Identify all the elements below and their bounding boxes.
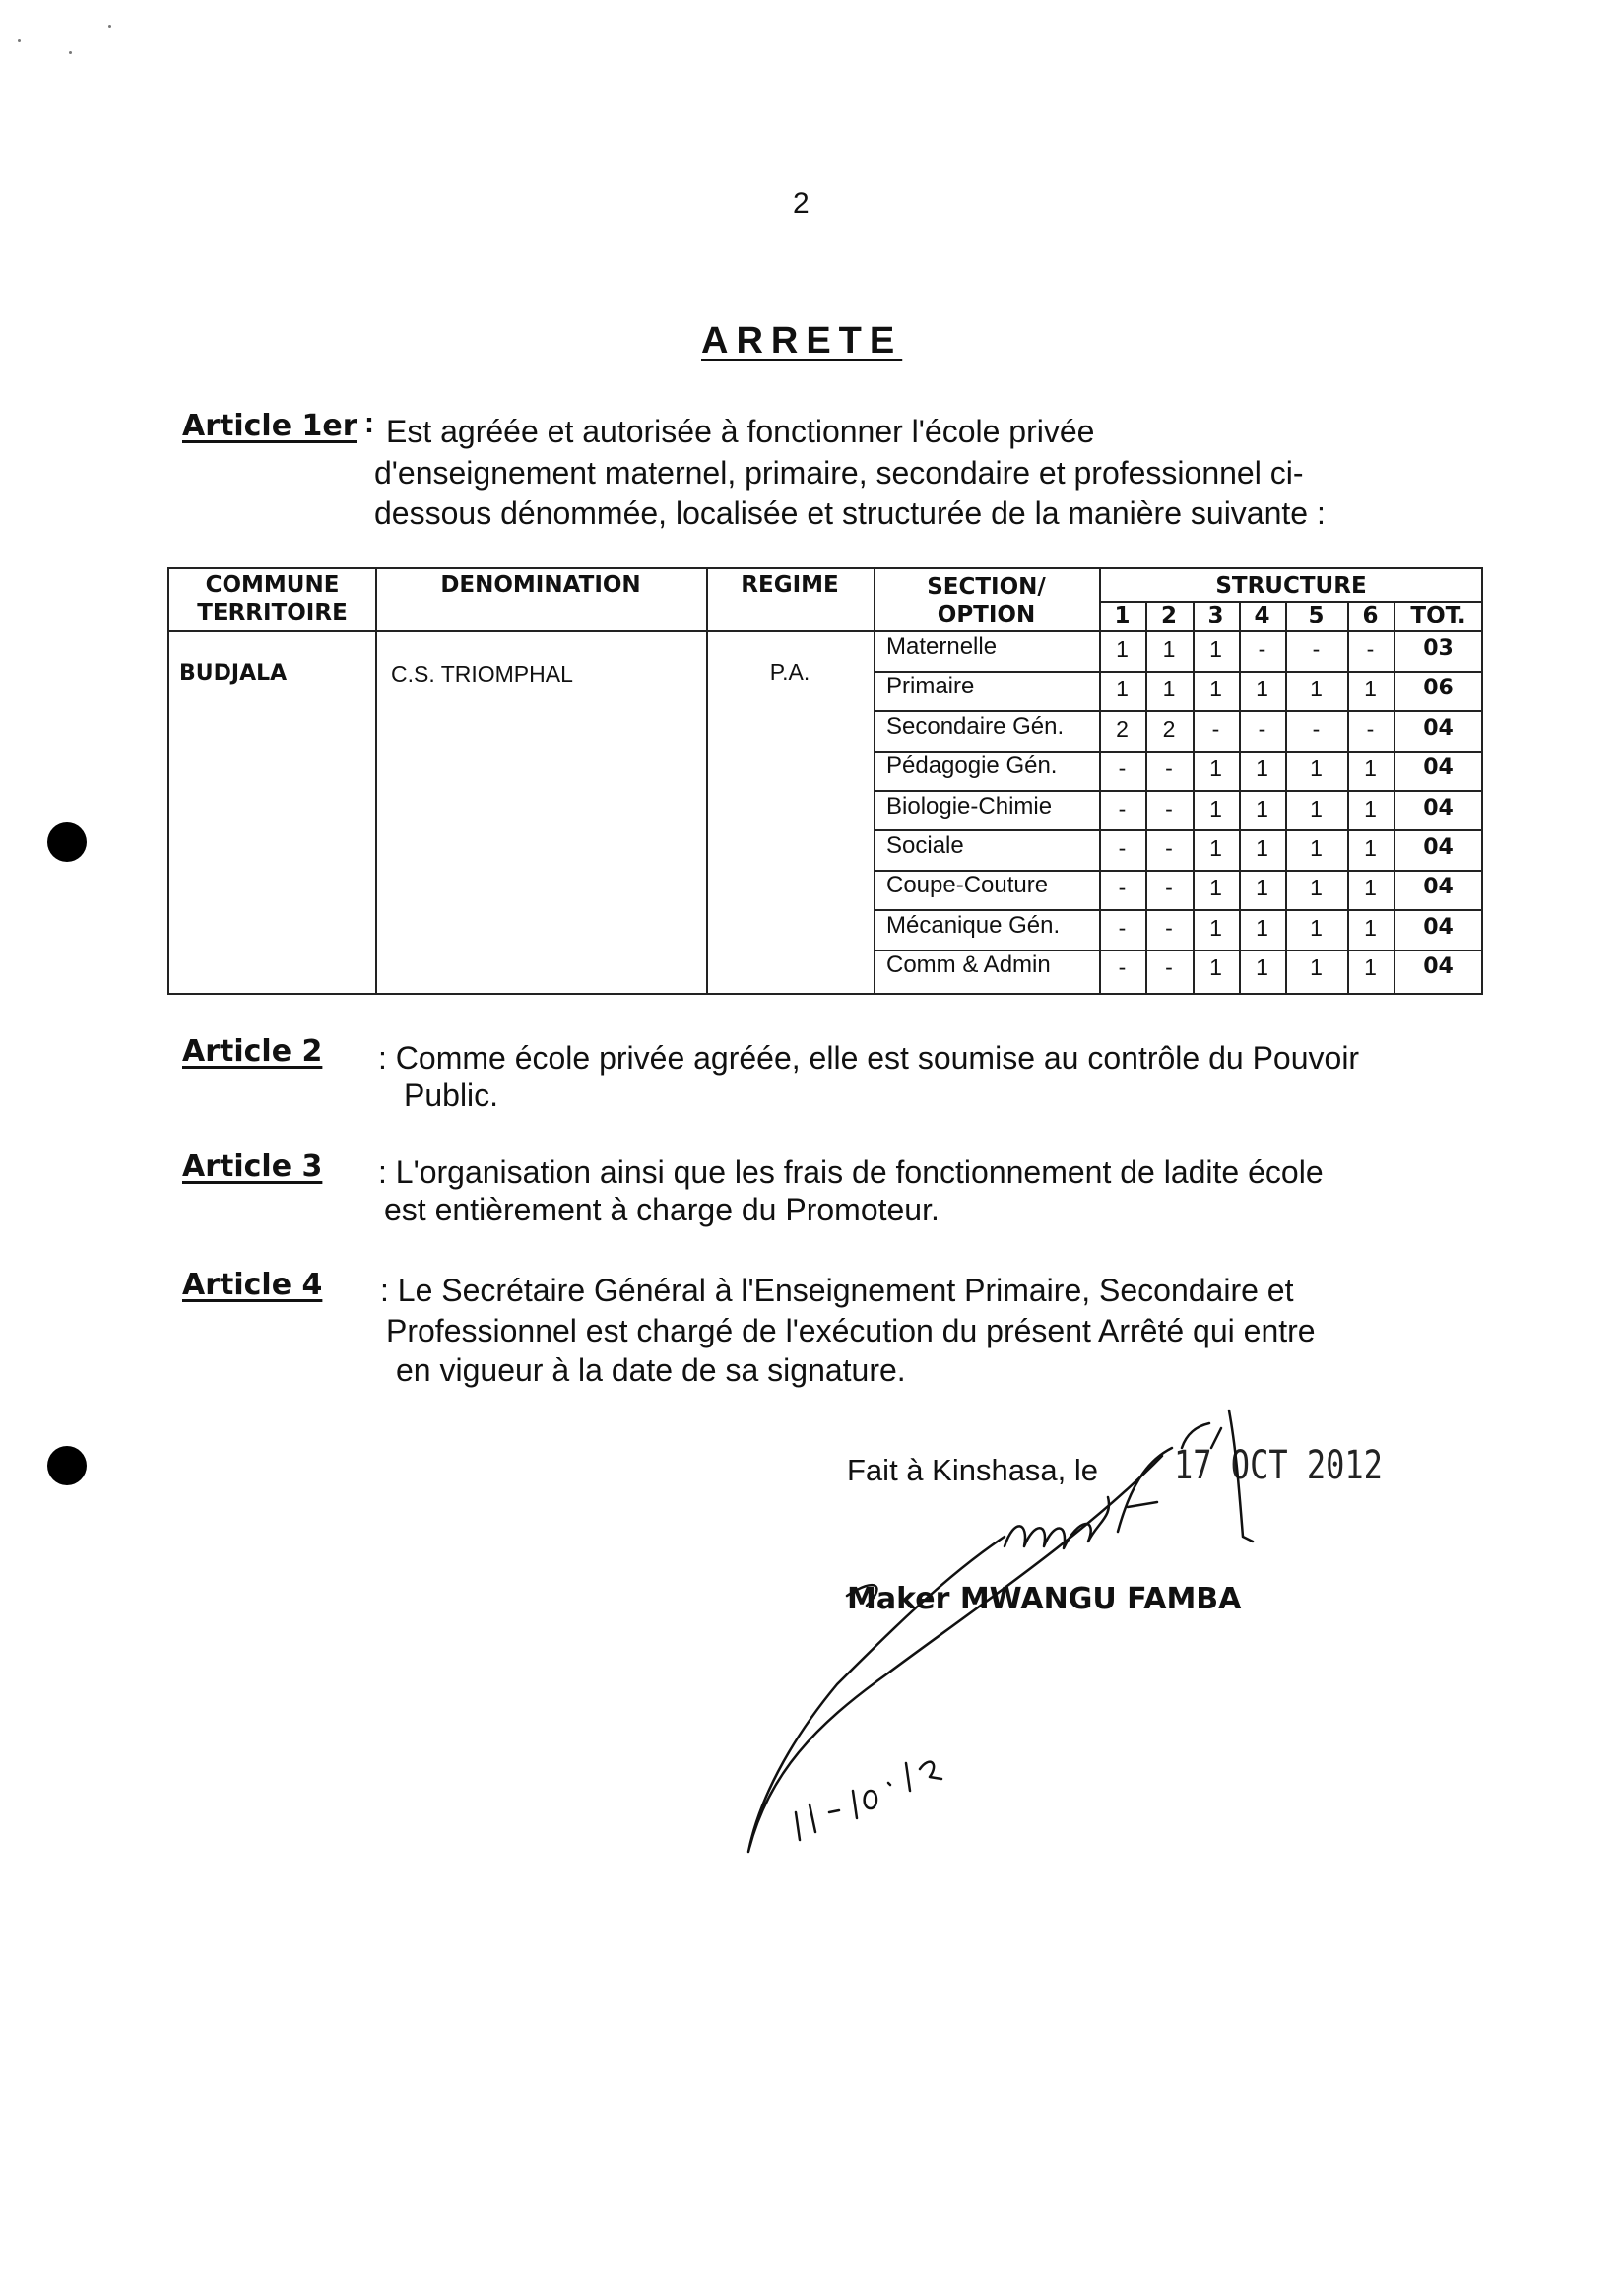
place-and-date: Fait à Kinshasa, le bbox=[847, 1453, 1099, 1487]
section-option-cell: Mécanique Gén. bbox=[886, 911, 1061, 939]
article-2-line: Public. bbox=[404, 1078, 499, 1113]
stamped-date: 17 OCT 2012 bbox=[1174, 1443, 1383, 1488]
section-option-cell: Maternelle bbox=[886, 633, 998, 660]
structure-year-3-cell: 1 bbox=[1209, 676, 1222, 702]
structure-year-6-cell: 1 bbox=[1364, 755, 1377, 782]
structure-total-cell: 04 bbox=[1423, 755, 1454, 781]
structure-year-6-cell: 1 bbox=[1364, 875, 1377, 901]
article-4-line: Professionnel est chargé de l'exécution du présent Arrêté qui entre bbox=[386, 1313, 1316, 1348]
article-4-line: en vigueur à la date de sa signature. bbox=[396, 1352, 906, 1388]
structure-year-3-cell: 1 bbox=[1209, 914, 1222, 941]
structure-year-3-cell: 1 bbox=[1209, 875, 1222, 901]
header-structure: STRUCTURE bbox=[1215, 573, 1367, 599]
document-title: ARRETE bbox=[701, 320, 903, 361]
section-option-cell: Coupe-Couture bbox=[886, 872, 1049, 899]
structure-year-2-cell: - bbox=[1165, 954, 1173, 981]
structure-year-6-cell: 1 bbox=[1364, 795, 1377, 821]
section-option-cell: Sociale bbox=[886, 832, 964, 859]
header-denomination: DENOMINATION bbox=[440, 572, 641, 598]
article-1-colon: : bbox=[364, 407, 374, 439]
header-territoire: TERRITOIRE bbox=[197, 600, 348, 625]
structure-total-cell: 04 bbox=[1423, 875, 1454, 900]
structure-year-5-cell: 1 bbox=[1310, 676, 1323, 702]
scan-speck bbox=[18, 39, 21, 42]
structure-year-2-cell: - bbox=[1165, 875, 1173, 901]
article-1-line: dessous dénommée, localisée et structurée de la manière suivante : bbox=[374, 495, 1326, 531]
structure-year-3-cell: 1 bbox=[1209, 795, 1222, 821]
structure-table bbox=[167, 567, 1483, 995]
structure-total-cell: 04 bbox=[1423, 715, 1454, 741]
structure-total-cell: 04 bbox=[1423, 835, 1454, 860]
structure-year-4-cell: 1 bbox=[1256, 755, 1268, 782]
structure-year-4-cell: 1 bbox=[1256, 676, 1268, 702]
article-4-line: : Le Secrétaire Général à l'Enseignement Primaire, Secondaire et bbox=[380, 1273, 1294, 1308]
structure-year-1-cell: - bbox=[1118, 875, 1127, 901]
signatory-name: Maker MWANGU FAMBA bbox=[847, 1582, 1242, 1616]
section-option-cell: Primaire bbox=[886, 673, 975, 700]
article-3-label: Article 3 bbox=[182, 1149, 323, 1184]
structure-total-cell: 03 bbox=[1423, 636, 1454, 661]
structure-year-1-cell: - bbox=[1118, 835, 1127, 861]
header-regime: REGIME bbox=[741, 572, 839, 598]
structure-year-6-cell: 1 bbox=[1364, 914, 1377, 941]
structure-year-2-cell: - bbox=[1165, 835, 1173, 861]
structure-year-3-cell: 1 bbox=[1209, 636, 1222, 662]
structure-year-3-cell: 1 bbox=[1209, 954, 1222, 981]
structure-total-cell: 04 bbox=[1423, 914, 1454, 940]
header-commune: COMMUNE bbox=[205, 572, 340, 598]
structure-year-1-cell: 1 bbox=[1116, 676, 1129, 702]
structure-year-4-cell: - bbox=[1258, 636, 1266, 662]
article-3-line: : L'organisation ainsi que les frais de fonctionnement de ladite école bbox=[378, 1154, 1324, 1190]
structure-year-4-cell: 1 bbox=[1256, 875, 1268, 901]
article-1-label: Article 1er bbox=[182, 409, 357, 443]
structure-year-5-cell: 1 bbox=[1310, 954, 1323, 981]
header-year-5: 5 bbox=[1308, 603, 1325, 628]
structure-year-5-cell: 1 bbox=[1310, 795, 1323, 821]
structure-year-1-cell: - bbox=[1118, 795, 1127, 821]
structure-year-4-cell: 1 bbox=[1256, 914, 1268, 941]
structure-year-4-cell: 1 bbox=[1256, 795, 1268, 821]
structure-year-5-cell: 1 bbox=[1310, 914, 1323, 941]
scan-speck bbox=[69, 51, 72, 54]
structure-year-5-cell: - bbox=[1312, 715, 1321, 742]
structure-year-6-cell: 1 bbox=[1364, 835, 1377, 861]
structure-year-5-cell: 1 bbox=[1310, 875, 1323, 901]
structure-year-2-cell: - bbox=[1165, 914, 1173, 941]
structure-total-cell: 04 bbox=[1423, 795, 1454, 820]
structure-year-6-cell: - bbox=[1366, 636, 1375, 662]
header-year-2: 2 bbox=[1160, 603, 1177, 628]
page-number: 2 bbox=[793, 187, 810, 220]
structure-year-6-cell: 1 bbox=[1364, 676, 1377, 702]
punch-hole-mark bbox=[47, 822, 87, 862]
article-3-line: est entièrement à charge du Promoteur. bbox=[384, 1192, 940, 1227]
section-option-cell: Pédagogie Gén. bbox=[886, 753, 1058, 780]
structure-year-3-cell: 1 bbox=[1209, 835, 1222, 861]
denomination-value: C.S. TRIOMPHAL bbox=[391, 661, 573, 687]
structure-year-1-cell: - bbox=[1118, 954, 1127, 981]
article-2-label: Article 2 bbox=[182, 1034, 323, 1069]
structure-year-6-cell: 1 bbox=[1364, 954, 1377, 981]
structure-year-1-cell: 2 bbox=[1116, 715, 1129, 742]
header-year-4: 4 bbox=[1254, 603, 1270, 628]
structure-year-5-cell: 1 bbox=[1310, 755, 1323, 782]
header-year-3: 3 bbox=[1207, 603, 1224, 628]
scan-speck bbox=[108, 25, 111, 28]
structure-year-2-cell: 2 bbox=[1162, 715, 1176, 742]
section-option-cell: Comm & Admin bbox=[886, 951, 1051, 979]
header-option: OPTION bbox=[937, 602, 1036, 627]
structure-year-4-cell: 1 bbox=[1256, 835, 1268, 861]
article-4-label: Article 4 bbox=[182, 1268, 323, 1302]
article-1-line: d'enseignement maternel, primaire, secondaire et professionnel ci- bbox=[374, 455, 1304, 491]
structure-year-6-cell: - bbox=[1366, 715, 1375, 742]
section-option-cell: Biologie-Chimie bbox=[886, 792, 1053, 820]
punch-hole-mark bbox=[47, 1446, 87, 1485]
structure-year-1-cell: - bbox=[1118, 914, 1127, 941]
header-year-6: 6 bbox=[1362, 603, 1379, 628]
structure-year-3-cell: 1 bbox=[1209, 755, 1222, 782]
header-section: SECTION/ bbox=[927, 574, 1046, 600]
structure-year-3-cell: - bbox=[1211, 715, 1220, 742]
structure-total-cell: 06 bbox=[1423, 676, 1454, 701]
structure-year-2-cell: 1 bbox=[1162, 636, 1176, 662]
header-year-1: 1 bbox=[1114, 603, 1131, 628]
structure-year-5-cell: - bbox=[1312, 636, 1321, 662]
structure-total-cell: 04 bbox=[1423, 954, 1454, 980]
article-1-line: Est agréée et autorisée à fonctionner l'école privée bbox=[386, 414, 1095, 449]
article-2-line: : Comme école privée agréée, elle est soumise au contrôle du Pouvoir bbox=[378, 1040, 1360, 1076]
commune-value: BUDJALA bbox=[179, 661, 288, 686]
structure-year-2-cell: 1 bbox=[1162, 676, 1176, 702]
regime-value: P.A. bbox=[769, 659, 810, 685]
header-total: TOT. bbox=[1410, 603, 1466, 628]
structure-year-4-cell: 1 bbox=[1256, 954, 1268, 981]
structure-year-1-cell: - bbox=[1118, 755, 1127, 782]
structure-year-2-cell: - bbox=[1165, 755, 1173, 782]
structure-year-1-cell: 1 bbox=[1116, 636, 1129, 662]
structure-year-4-cell: - bbox=[1258, 715, 1266, 742]
section-option-cell: Secondaire Gén. bbox=[886, 712, 1065, 740]
structure-year-2-cell: - bbox=[1165, 795, 1173, 821]
structure-year-5-cell: 1 bbox=[1310, 835, 1323, 861]
